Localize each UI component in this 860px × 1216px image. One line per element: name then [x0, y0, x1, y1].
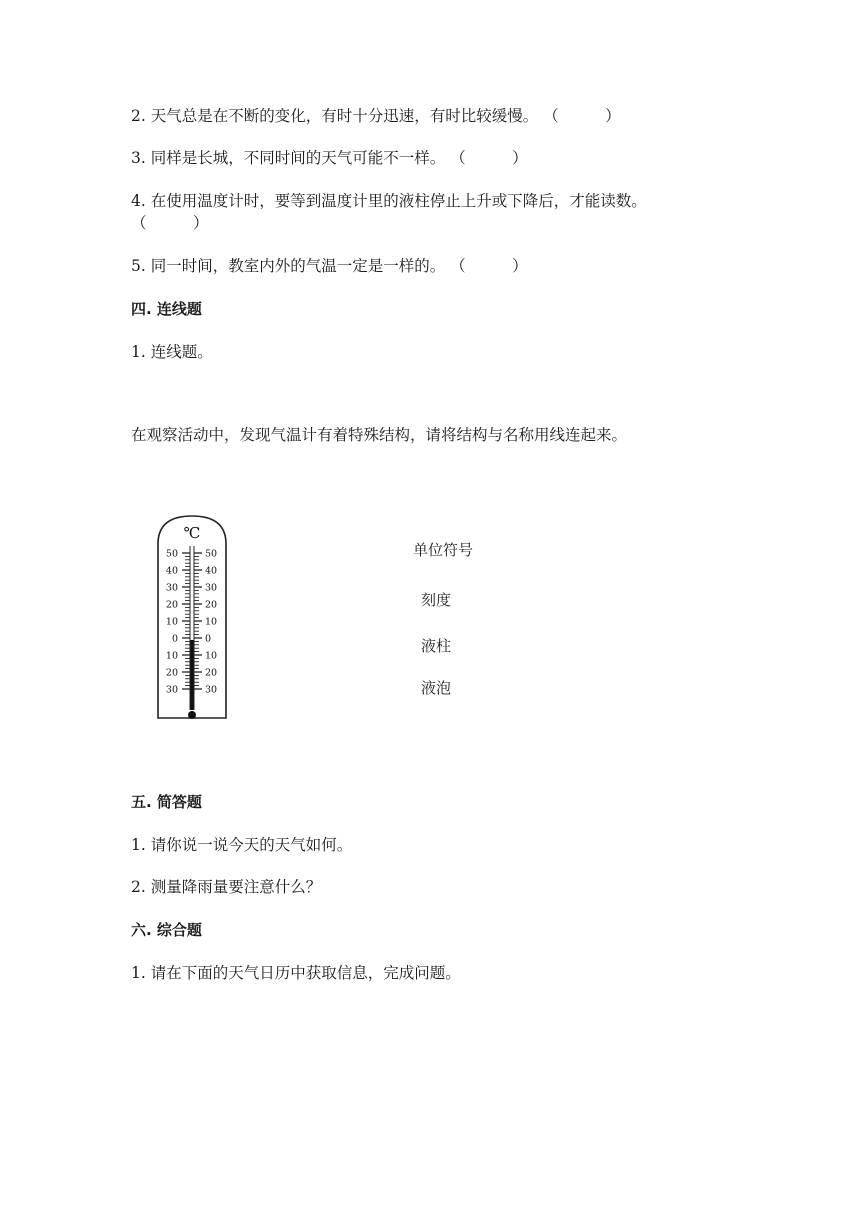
scale-label-right: 10: [205, 650, 218, 662]
section-heading-comprehensive: 六. 综合题: [131, 921, 202, 939]
scale-label-right: 20: [205, 667, 218, 679]
judgment-item-3: [131, 148, 528, 168]
scale-label-right: 20: [205, 599, 218, 611]
answer-blank-2[interactable]: （ ）: [543, 107, 621, 125]
judgment-item-4: [131, 191, 647, 211]
scale-label-left: 30: [165, 684, 178, 696]
scale-label-left: 30: [165, 582, 178, 594]
scale-label-left: 20: [165, 667, 178, 679]
scale-label-right: 0: [205, 633, 212, 645]
scale-label-right: 40: [205, 565, 218, 577]
name-unit-symbol[interactable]: 单位符号: [413, 541, 474, 559]
name-liquid-bulb[interactable]: 液泡: [421, 679, 452, 697]
scale-label-left: 10: [165, 650, 178, 662]
answer-blank-5[interactable]: （ ）: [450, 257, 528, 275]
judgment-item-2: [131, 106, 621, 126]
judgment-item-4-text: 4. 在使用温度计时，要等到温度计里的液柱停止上升或下降后，才能读数。: [131, 192, 647, 210]
liquid-bulb: [188, 711, 196, 719]
section-heading-matching: 四. 连线题: [131, 300, 202, 318]
scale-label-left: 40: [165, 565, 178, 577]
answer-blank-4[interactable]: （ ）: [131, 214, 209, 232]
judgment-item-5: [131, 256, 528, 276]
scale-label-left: 0: [171, 633, 178, 645]
scale-label-right: 30: [205, 684, 218, 696]
unit-symbol: ℃: [183, 524, 201, 542]
thermometer-figure: [150, 512, 234, 724]
scale-label-right: 30: [205, 582, 218, 594]
answer-blank-3[interactable]: （ ）: [450, 149, 528, 167]
scale-labels-left: [166, 549, 178, 696]
name-scale[interactable]: 刻度: [421, 591, 452, 609]
judgment-item-5-text: 5. 同一时间，教室内外的气温一定是一样的。: [131, 257, 446, 275]
matching-question-1: 1. 连线题。: [131, 343, 213, 361]
name-liquid-column[interactable]: 液柱: [421, 637, 452, 655]
short-answer-question-1: 1. 请你说一说今天的天气如何。: [131, 836, 353, 854]
section-heading-short-answer: 五. 简答题: [131, 793, 202, 811]
judgment-item-3-text: 3. 同样是长城，不同时间的天气可能不一样。: [131, 149, 446, 167]
judgment-item-4-blank-line: [131, 213, 209, 233]
scale-label-left: 20: [165, 599, 178, 611]
scale-label-right: 10: [205, 616, 218, 628]
judgment-item-2-text: 2. 天气总是在不断的变化，有时十分迅速，有时比较缓慢。: [131, 107, 539, 125]
scale-labels-right: [205, 549, 217, 696]
matching-instruction: 在观察活动中，发现气温计有着特殊结构，请将结构与名称用线连起来。: [131, 426, 628, 444]
comprehensive-question-1: 1. 请在下面的天气日历中获取信息，完成问题。: [131, 964, 461, 982]
scale-label-right: 50: [205, 548, 218, 560]
scale-label-left: 50: [165, 548, 178, 560]
short-answer-question-2: 2. 测量降雨量要注意什么？: [131, 878, 322, 896]
scale-label-left: 10: [165, 616, 178, 628]
